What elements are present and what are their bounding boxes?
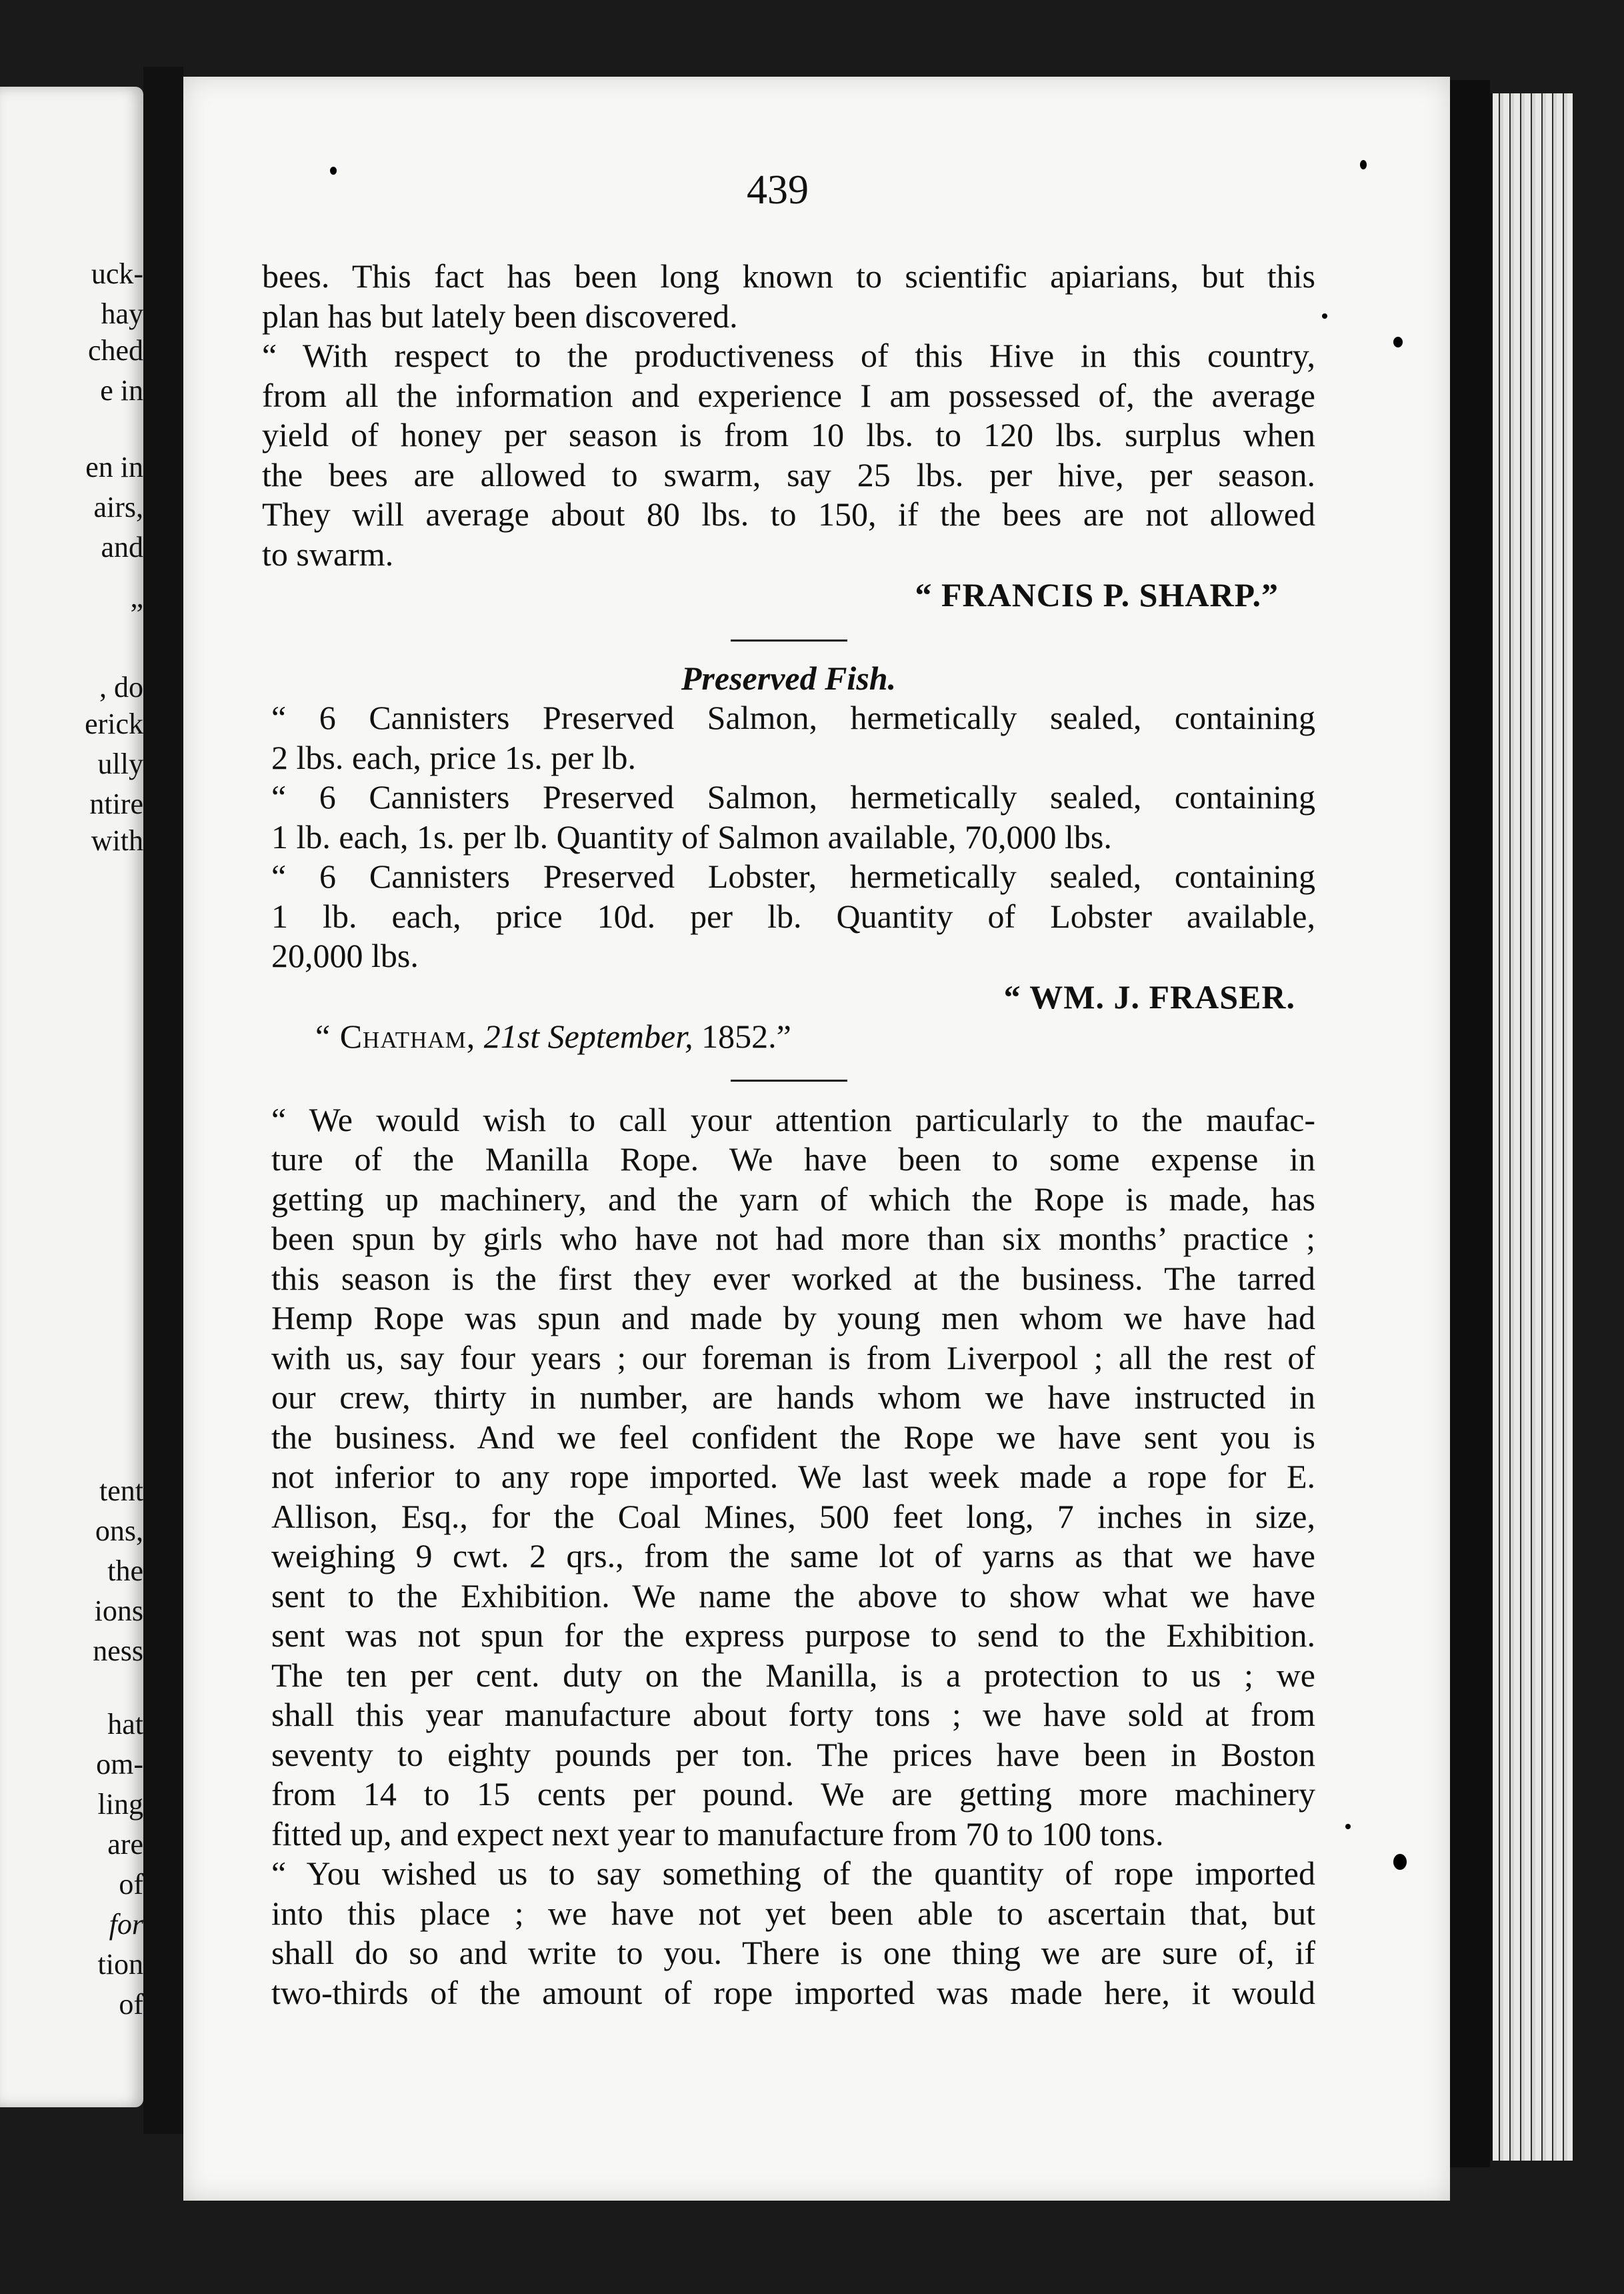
book-gutter: [143, 67, 183, 2134]
text-line: sent was not spun for the express purpose to send to the Exhibition.: [271, 1616, 1315, 1654]
previous-page-text-fragment: for: [109, 1908, 143, 1941]
previous-page-text-fragment: ling: [97, 1788, 143, 1821]
divider-rule: [731, 1080, 847, 1082]
text-line: from 14 to 15 cents per pound. We are getting more machinery: [271, 1775, 1315, 1813]
text-line: They will average about 80 lbs. to 150, if the bees are not allowed: [262, 495, 1315, 533]
previous-page-text-fragment: ness: [93, 1634, 143, 1667]
dateline-date: 21st September,: [483, 1018, 693, 1055]
dateline: [262, 1017, 1315, 1057]
text-line: been spun by girls who have not had more than six months’ practice ;: [271, 1220, 1315, 1257]
text-line: “ 6 Cannisters Preserved Salmon, hermetically sealed, containing: [271, 778, 1315, 816]
previous-page-text-fragment: and: [101, 531, 143, 563]
text-line: the business. And we feel confident the Rope we have sent you is: [271, 1418, 1315, 1456]
previous-page-text-fragment: tion: [97, 1948, 143, 1981]
signature-sharp: “ FRANCIS P. SHARP.”: [915, 576, 1279, 614]
text-line: “ You wished us to say something of the quantity of rope imported: [271, 1855, 1315, 1892]
previous-page-text-fragment: ions: [94, 1594, 143, 1627]
text-line: “ 6 Cannisters Preserved Salmon, hermetically sealed, containing: [271, 699, 1315, 736]
text-line: 1 lb. each, price 10d. per lb. Quantity of Lobster available,: [271, 897, 1315, 935]
previous-page-text-fragment: om-: [96, 1748, 143, 1781]
text-line: shall do so and write to you. There is one thing we are sure of, if: [271, 1934, 1315, 1971]
section-hive-text: [262, 257, 1315, 574]
previous-page-text-fragment: uck-: [91, 257, 143, 290]
previous-page-text-fragment: erick: [85, 708, 143, 740]
previous-page-fragment: [0, 87, 143, 2107]
text-line: “ 6 Cannisters Preserved Lobster, hermetically sealed, containing: [271, 858, 1315, 895]
previous-page-text-fragment: of: [119, 1988, 143, 2021]
text-line: this season is the first they ever worked at the business. The tarred: [271, 1259, 1315, 1297]
scan-speck: [1393, 1854, 1407, 1870]
text-line: Allison, Esq., for the Coal Mines, 500 feet long, 7 inches in size,: [271, 1497, 1315, 1535]
text-line: 2 lbs. each, price 1s. per lb.: [271, 738, 637, 776]
previous-page-text-fragment: ully: [97, 748, 143, 780]
signature-fraser: “ WM. J. FRASER.: [1003, 978, 1295, 1016]
text-line: shall this year manufacture about forty tons ; we have sold at from: [271, 1696, 1315, 1733]
heading-preserved-fish: Preserved Fish.: [681, 659, 897, 697]
previous-page-text-fragment: , do: [99, 671, 143, 704]
text-line: yield of honey per season is from 10 lbs. to 120 lbs. surplus when: [262, 416, 1315, 453]
text-line: 20,000 lbs.: [271, 937, 419, 974]
previous-page-text-fragment: with: [91, 824, 143, 857]
previous-page-text-fragment: of: [119, 1868, 143, 1901]
section-preserved-fish: [262, 698, 1315, 976]
previous-page-text-fragment: airs,: [93, 491, 143, 523]
previous-page-text-fragment: en in: [85, 451, 143, 483]
text-line: The ten per cent. duty on the Manilla, is a protection to us ; we: [271, 1656, 1315, 1694]
previous-page-text-fragment: ntire: [89, 788, 143, 820]
scan-speck: [330, 167, 337, 175]
text-line: from all the information and experience I am possessed of, the average: [262, 376, 1315, 414]
text-line: not inferior to any rope imported. We last week made a rope for E.: [271, 1458, 1315, 1495]
scan-speck: [1360, 160, 1367, 169]
text-line: our crew, thirty in number, are hands whom we have instructed in: [271, 1378, 1315, 1416]
text-line: plan has but lately been discovered.: [262, 297, 738, 335]
previous-page-text-fragment: ched: [87, 334, 143, 367]
previous-page-text-fragment: ”: [130, 598, 143, 630]
text-line: “ With respect to the productiveness of this Hive in this country,: [262, 337, 1315, 374]
previous-page-text-fragment: hat: [107, 1708, 143, 1741]
text-line: to swarm.: [262, 535, 394, 573]
page-stack-edge: [1490, 93, 1573, 2161]
text-line: sent to the Exhibition. We name the above to show what we have: [271, 1576, 1315, 1614]
previous-page-text-fragment: the: [107, 1554, 143, 1587]
text-line: two-thirds of the amount of rope imported was made here, it would: [271, 1973, 1315, 2011]
page-edge-shadow: [1450, 80, 1490, 2167]
text-line: seventy to eighty pounds per ton. The prices have been in Boston: [271, 1735, 1315, 1773]
text-line: weighing 9 cwt. 2 qrs., from the same lot of yarns as that we have: [271, 1537, 1315, 1574]
page-body: [262, 257, 1315, 2013]
text-line: “ We would wish to call your attention particularly to the maufac-: [271, 1100, 1315, 1138]
text-line: bees. This fact has been long known to scientific apiarians, but this: [262, 257, 1315, 295]
page-number: 439: [747, 167, 809, 213]
text-line: 1 lb. each, 1s. per lb. Quantity of Salmon available, 70,000 lbs.: [271, 818, 1112, 856]
scan-speck: [1322, 313, 1327, 319]
scan-speck: [1393, 337, 1403, 347]
previous-page-text-fragment: hay: [101, 297, 143, 330]
text-line: ture of the Manilla Rope. We have been to some expense in: [271, 1140, 1315, 1178]
previous-page-text-fragment: ons,: [95, 1514, 143, 1547]
previous-page-text-fragment: are: [107, 1828, 143, 1861]
dateline-year: 1852.”: [701, 1018, 791, 1055]
text-line: with us, say four years ; our foreman is from Liverpool ; all the rest of: [271, 1338, 1315, 1376]
previous-page-text-fragment: e in: [100, 374, 143, 407]
previous-page-text-fragment: tent: [99, 1474, 143, 1507]
scan-speck: [1345, 1824, 1351, 1829]
divider-rule: [731, 640, 847, 642]
text-line: getting up machinery, and the yarn of which the Rope is made, has: [271, 1180, 1315, 1218]
text-line: Hemp Rope was spun and made by young men whom we have had: [271, 1299, 1315, 1336]
text-line: fitted up, and expect next year to manufacture from 70 to 100 tons.: [271, 1815, 1164, 1853]
text-line: the bees are allowed to swarm, say 25 lbs. per hive, per season.: [262, 455, 1315, 493]
dateline-place: “ Chatham,: [315, 1018, 476, 1055]
text-line: into this place ; we have not yet been able to ascertain that, but: [271, 1894, 1315, 1932]
book-page: [183, 77, 1450, 2201]
section-manilla-rope: [262, 1100, 1315, 2013]
